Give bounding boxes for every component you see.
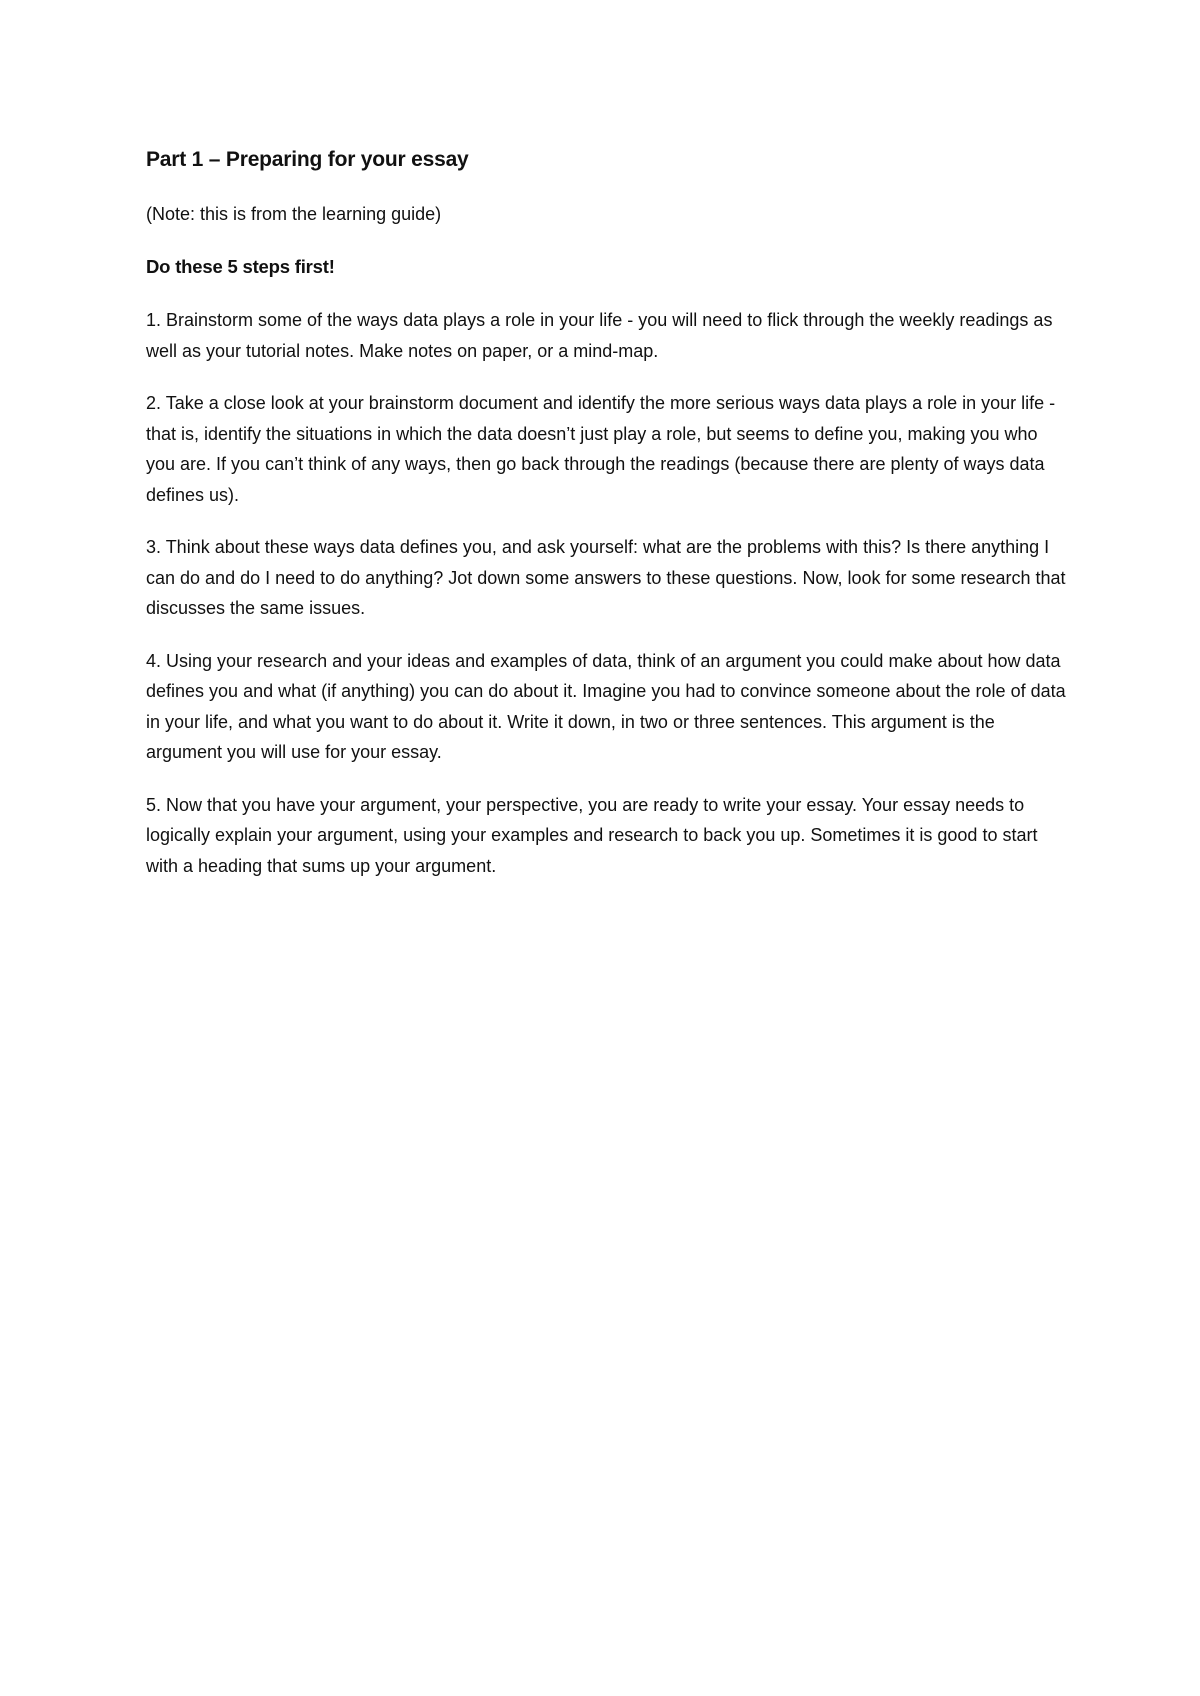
step-3: 3. Think about these ways data defines you, and ask yourself: what are the problems with this? Is there anything I can do and do I need to do anything? Jot down some answers to these questions. Now, look for some research that discusses the same issues.	[146, 537, 1066, 618]
step-5: 5. Now that you have your argument, your perspective, you are ready to write your essay. Your essay needs to logically explain your argument, using your examples and research to back you up. Sometimes it is good to start with a heading that sums up your argument.	[146, 794, 1038, 876]
document-body	[146, 146, 1066, 903]
step-4: 4. Using your research and your ideas and examples of data, think of an argument you could make about how data defines you and what (if anything) you can do about it. Imagine you had to convince someone about the role of data in your life, and what you want to do about it. Write it down, in two or three sentences. This argument is the argument you will use for your essay.	[146, 650, 1066, 762]
note-text: (Note: this is from the learning guide)	[146, 204, 442, 224]
step-2: 2. Take a close look at your brainstorm document and identify the more serious ways data plays a role in your life - that is, identify the situations in which the data doesn’t just play a role, but seems to define you, making you who you are. If you can’t think of any ways, then go back through the readings (because there are plenty of ways data defines us).	[146, 393, 1056, 505]
document-title: Part 1 – Preparing for your essay	[146, 148, 469, 171]
step-1: 1. Brainstorm some of the ways data plays a role in your life - you will need to flick through the weekly readings as well as your tutorial notes. Make notes on paper, or a mind-map.	[146, 310, 1053, 361]
steps-heading: Do these 5 steps first!	[146, 256, 335, 277]
